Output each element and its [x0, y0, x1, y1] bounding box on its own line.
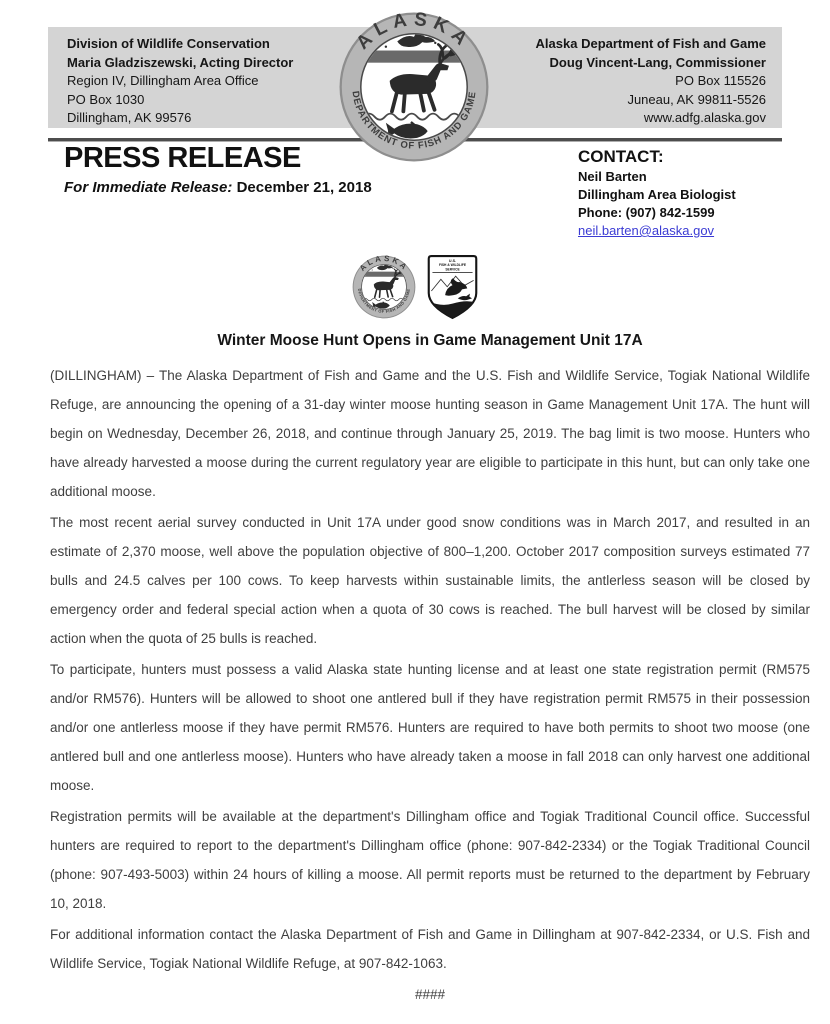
release-date: December 21, 2018 — [236, 179, 372, 196]
usfws-shield-icon — [426, 254, 479, 320]
agency-logos-row — [0, 254, 830, 320]
city-state-zip: Dillingham, AK 99576 — [67, 110, 192, 125]
paragraph-5: For additional information contact the Alaska Department of Fish and Game in Dillingham at 907-842-2334, or U.S. Fish and Wildlife Service, Togiak National Wildlife Refuge, at 907-842-1063. — [50, 927, 810, 971]
press-release-block — [64, 142, 372, 196]
release-date-line — [64, 179, 372, 196]
contact-email-link[interactable]: neil.barten@alaska.gov — [578, 223, 715, 238]
paragraph-4: Registration permits will be available at the department's Dillingham office and Togiak Traditional Council office. Successful hunters are required to report to the department's Dillingham office (phone: 907-842-2334) or the Togiak Traditional Council (phone: 907-493-5003) within 24 hours of killing a moose. All permit reports must be returned to the department by February 10, 2018. — [50, 809, 810, 911]
adfg-seal-small-icon — [352, 255, 416, 319]
po-box: PO Box 1030 — [67, 91, 145, 107]
letterhead-left-block — [67, 35, 293, 128]
region-office: Region IV, Dillingham Area Office — [67, 73, 259, 88]
city-state-zip: Juneau, AK 99811-5526 — [627, 91, 766, 107]
paragraph-1: (DILLINGHAM) – The Alaska Department of Fish and Game and the U.S. Fish and Wildlife Service, Togiak National Wildlife Refuge, are announcing the opening of a 31-day winter moose hunting season in Game Management Unit 17A. The hunt will begin on Wednesday, December 26, 2018, and continue through January 25, 2019. The bag limit is two moose. Hunters who have already harvested a moose during the current regulatory year are eligible to participate in this hunt, but can only take one additional moose. — [50, 368, 810, 499]
letterhead-right-block — [536, 35, 766, 128]
division-name: Division of Wildlife Conservation — [67, 36, 270, 51]
article-body — [50, 361, 810, 1009]
paragraph-2: The most recent aerial survey conducted in Unit 17A under good snow conditions was in March 2017, and resulted in an estimate of 2,370 moose, well above the population objective of 800–1,200. October 2017 composition surveys estimated 77 bulls and 24.5 calves per 100 cows. To keep harvests within sustainable limits, the antlerless season will be closed by emergency order and federal special action when a quota of 30 cows is reached. The bull harvest will be closed by similar action when the quota of 25 bulls is reached. — [50, 515, 810, 646]
contact-block — [578, 146, 736, 240]
po-box: PO Box 115526 — [675, 73, 766, 88]
contact-phone: Phone: (907) 842-1599 — [578, 205, 715, 220]
release-label: For Immediate Release: — [64, 179, 233, 196]
department-name: Alaska Department of Fish and Game — [535, 36, 766, 51]
end-mark: #### — [414, 987, 446, 1002]
adfg-seal-icon — [338, 11, 490, 163]
contact-title: Dillingham Area Biologist — [578, 187, 736, 202]
department-website: www.adfg.alaska.gov — [643, 110, 766, 125]
commissioner-name: Doug Vincent-Lang, Commissioner — [549, 54, 766, 70]
press-release-heading: PRESS RELEASE — [64, 142, 301, 174]
director-name: Maria Gladziszewski, Acting Director — [67, 54, 294, 70]
paragraph-3: To participate, hunters must possess a valid Alaska state hunting license and at least one state registration permit (RM575 and/or RM576). Hunters will be allowed to shoot one antlered bull if they have registration permit RM575 in their possession and/or one antlerless moose if they have permit RM576. Hunters are required to have both permits to shoot two moose (one antlered bull and one antlerless moose). Hunters who have already taken a moose in fall 2018 can only harvest one additional moose. — [50, 662, 810, 793]
article-title: Winter Moose Hunt Opens in Game Management Unit 17A — [217, 332, 643, 349]
contact-heading: CONTACT: — [578, 147, 664, 166]
contact-name: Neil Barten — [578, 169, 647, 184]
